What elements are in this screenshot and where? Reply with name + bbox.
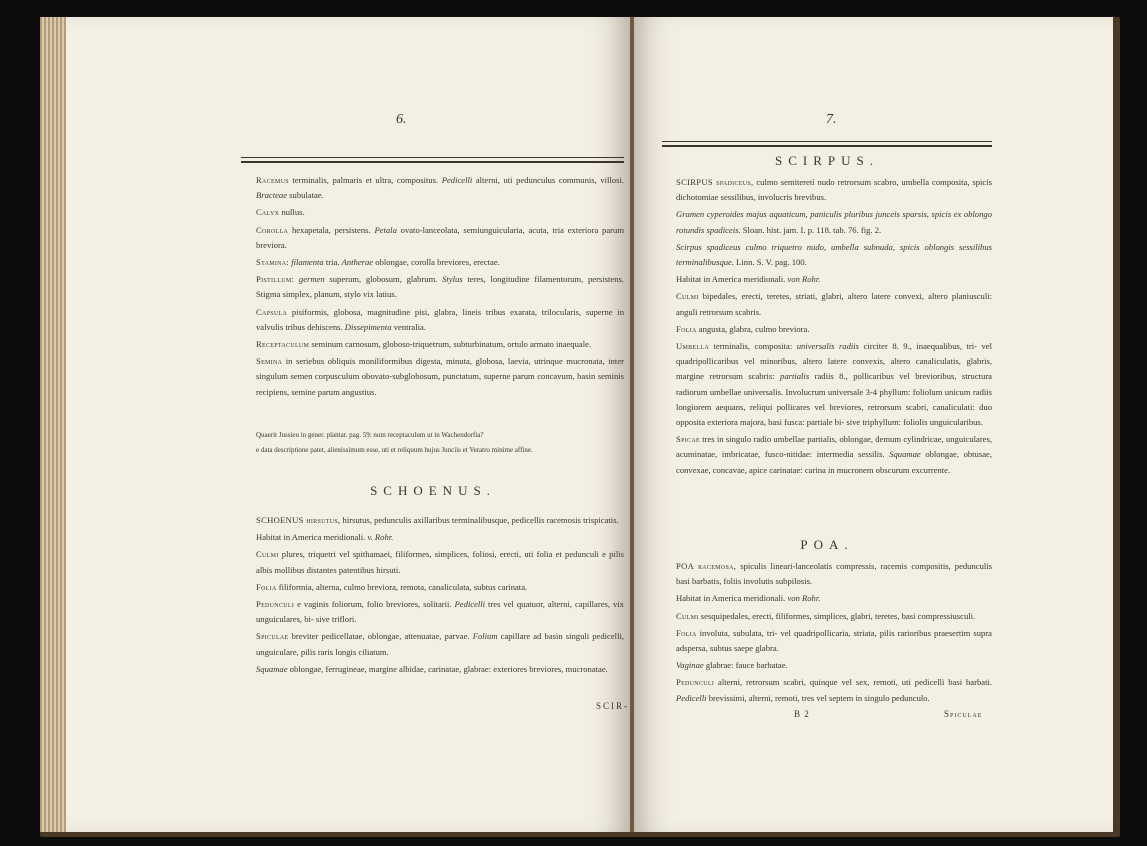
paragraph xyxy=(242,173,624,203)
paragraph-tail2: subulatae. xyxy=(287,190,324,201)
paragraph-em: Gramen cyperoides majus aquaticum, paniculis pluribus junceis sparsis, spicis ex oblongo rotundis spadiceis. xyxy=(676,209,992,235)
paragraph-tail: circiter 8. 9., inaequalibus, tri- vel quadripollicaribus vel minoribus, altero latere convexis, altero canaliculatis, glabris, margine retrorsum scabris: xyxy=(676,341,993,382)
paragraph-rest: alterni, retrorsum scabri, quinque vel sex, remoti, uti pedicelli basi barbati. xyxy=(714,677,992,688)
section-heading-poa: POA. xyxy=(800,537,854,552)
paragraph-rest: angusta, glabra, culmo breviora. xyxy=(696,323,810,334)
footnote-2: e data descriptione patet, alienissimum esse, uti et reliquum hujus Junciis et Veratro minime affine. xyxy=(256,446,533,454)
paragraph-sc: Culmi xyxy=(256,549,279,560)
paragraph-rest: involuta, subulata, tri- vel quadripollicaria, striata, pilis rarioribus praesertim supra adspersa, subtus saepe glabra. xyxy=(676,627,992,654)
paragraph xyxy=(662,339,992,430)
paragraph xyxy=(662,658,992,673)
paragraph xyxy=(242,272,624,302)
paragraph-em: universalis radiis xyxy=(796,341,860,352)
paragraph xyxy=(662,609,992,624)
section-heading-scirpus: SCIRPUS. xyxy=(775,153,879,168)
paragraph-tail: tria. xyxy=(323,257,342,268)
paragraph-em: Pedicelli xyxy=(676,692,707,703)
paragraph-em: Scirpus spadiceus culmo triquetro nudo, umbella subnuda, spicis oblongis sessilibus terminalibusque. xyxy=(676,241,992,268)
paragraph-tail2: oblongae, corolla breviores, erectae. xyxy=(373,257,500,268)
paragraph-sc: Folia xyxy=(676,627,697,638)
paragraph-em: Petala xyxy=(374,224,397,235)
left-text-block-1 xyxy=(242,173,624,402)
paragraph-rest: tres in singulo radio umbellae partialis, oblongae, demum cylindricae, unguiculares, acuminatae, imbricatae, fusco-nitidae: intermedia sessilis. xyxy=(676,434,992,460)
paragraph-em: Dissepimenta xyxy=(344,321,392,332)
paragraph-sc: Pedunculi xyxy=(256,599,295,610)
paragraph-sc: Folia xyxy=(676,323,697,334)
paragraph-sc: Culmi xyxy=(676,291,699,302)
paragraph xyxy=(242,255,624,270)
paragraph-em: von Rohr. xyxy=(787,274,821,285)
paragraph-tail: Linn. S. V. pag. 100. xyxy=(734,257,807,268)
paragraph xyxy=(662,432,992,478)
paragraph-em2: partialis xyxy=(780,371,810,382)
paragraph xyxy=(662,175,992,205)
paragraph-rest: Habitat in America meridionali. xyxy=(676,274,788,285)
header-rule-left xyxy=(241,157,624,163)
paragraph-rest: breviter pedicellatae, oblongae, attenuatae, parvae. xyxy=(288,631,473,642)
paragraph-tail: Sloan. hist. jam. I. p. 118. tab. 76. fig. 2. xyxy=(740,224,882,235)
paragraph-sc: Pedunculi xyxy=(676,677,715,688)
paragraph xyxy=(242,629,624,659)
left-section-heading-wrap xyxy=(242,483,624,500)
paragraph-rest: terminalis, composita: xyxy=(708,341,797,352)
paragraph-sc: SCIRPUS spadiceus, xyxy=(676,177,754,187)
paragraph-rest: spiculis lineari-lanceolatis compressis, racemis compositis, pedunculis basi barbatis, foliis involutis subpilosis. xyxy=(676,561,992,587)
paragraph xyxy=(242,530,624,545)
paragraph-tail: tres vel quatuor, alterni, capillares, vix unguiculares, bi- sive triflori. xyxy=(256,599,624,625)
paragraph xyxy=(662,207,992,237)
paragraph xyxy=(242,597,624,627)
paragraph-sc: Umbella xyxy=(676,341,709,352)
paragraph xyxy=(662,322,992,337)
paragraph xyxy=(662,289,992,319)
paragraph xyxy=(242,580,624,595)
page-number-left: 6. xyxy=(396,112,407,127)
header-rule-right xyxy=(662,141,992,147)
paragraph-rest: filiformia, alterna, culmo breviora, remota, canaliculata, subtus carinata. xyxy=(276,581,528,592)
paragraph-tail: glabrae: fauce barbatae. xyxy=(703,660,788,671)
paragraph-em: von Rohr. xyxy=(787,593,821,604)
paragraph-sc: Calyx xyxy=(256,207,280,218)
paragraph-em: Squamae xyxy=(256,663,288,674)
paragraph xyxy=(242,305,624,335)
paragraph xyxy=(242,205,624,220)
paragraph-tail: oblongae, ferrugineae, margine albidae, carinatae, glabrae: exteriores breviores, mucronatae. xyxy=(287,663,608,674)
paragraph-em: filamenta xyxy=(291,257,324,268)
page-number-right: 7. xyxy=(826,112,837,127)
paragraph-sc: Culmi xyxy=(676,610,699,621)
paragraph xyxy=(662,591,992,606)
paragraph-rest: seminum carnosum, globoso-triquetrum, subturbinatum, ortulo armato inaequale. xyxy=(309,339,592,350)
book-spread xyxy=(40,17,1120,837)
paragraph-tail: oblongae, obtusae, convexae, concavae, apice carinatae: carina in mucronem obscurum excurrente. xyxy=(676,449,992,475)
paragraph-rest: Habitat in America meridionali. xyxy=(676,593,788,604)
paragraph-sc: Folia xyxy=(256,581,277,592)
paragraph xyxy=(662,675,992,705)
right-text-block-2 xyxy=(662,559,992,708)
paragraph-sc: Pistillum: xyxy=(256,274,295,285)
paragraph xyxy=(242,513,624,528)
paragraph-tail: capillare ad basin singuli pedicelli, unguiculare, pilis raris longis ciliatum. xyxy=(256,631,624,657)
paragraph-sc: Spicae xyxy=(676,434,700,445)
paragraph-tail: superum, globosum, glabrum. xyxy=(324,274,443,285)
paragraph-rest: in seriebus obliquis moniliformibus digesta, minuta, globosa, laevia, utrinque mucronata, inter singulum semen corpusculum obovato-subglobosum, punctatum, superne parum concavum, basin seminis recipiens, semine parum angustius. xyxy=(256,356,624,397)
paragraph-tail: alterni, uti pedunculus communis, villosi. xyxy=(472,175,624,185)
paragraph-rest: bipedales, erecti, teretes, striati, glabri, altero latere convexi, altero planiusculi: anguli retrorsum scabris. xyxy=(676,291,992,317)
paragraph-rest: sesquipedales, erecti, filiformes, simplices, glabri, teretes, basi compressiusculi. xyxy=(698,610,976,621)
left-notes xyxy=(242,429,624,459)
paragraph-sc: Corolla xyxy=(256,224,289,235)
paragraph-sc: Semina xyxy=(256,356,283,367)
paragraph-rest: pisiformis, globosa, magnitudine pisi, glabra, lineis tribus exarata, trilocularis, superne in valvulis tribus dehiscens. xyxy=(256,306,624,332)
paragraph-sc: Stamina: xyxy=(256,257,290,268)
right-page xyxy=(634,17,1113,832)
paragraph-sc: Spiculae xyxy=(256,631,289,642)
paragraph-tail: brevissimi, alterni, remoti, tres vel septem in singulo pedunculo. xyxy=(706,692,930,703)
left-text-block-2 xyxy=(242,513,624,679)
paragraph-rest: plures, triquetri vel spithamaei, filiformes, simplices, foliosi, erecti, uti folia et pedunculi e pilis albis mollibus distantes patentibus hirsuti. xyxy=(256,549,624,575)
paragraph-sc: Capsula xyxy=(256,306,288,317)
paragraph-rest: terminalis, palmaris et ultra, compositus. xyxy=(288,175,442,185)
paragraph xyxy=(242,337,624,352)
paragraph-rest: e vaginis foliorum, folio breviores, solitarii. xyxy=(294,599,455,610)
paragraph xyxy=(242,547,624,577)
right-text-block-1 xyxy=(662,175,992,480)
left-page xyxy=(66,17,632,832)
paragraph-em2: Stylus xyxy=(442,274,463,285)
footnote-1: Quaerit Jussieu in gener. plantar. pag. 59: num receptaculum ut in Wachendorfia? xyxy=(256,431,484,439)
paragraph-em: Pedicelli xyxy=(441,175,473,185)
paragraph xyxy=(242,662,624,677)
paragraph xyxy=(662,559,992,589)
paragraph-rest: hirsutus, pedunculis axillaribus terminalibusque, pedicellis racemosis trispicatis. xyxy=(340,515,619,525)
paragraph-em: Squamae xyxy=(889,449,921,460)
paragraph-tail2: radiis 8., pollicaribus vel brevioribus, structura radiorum umbellae universalis. Involucrum universale 3-4 phyllum: foliolum unicum radiis longiorem aequans, reliqui pollicares vel breviores, retrorsum scabri, canaliculati: duo opposita exteriora majora, basi fusca: partiale bi- sive triphyllum: foliolis unguicularibus. xyxy=(676,371,992,428)
paragraph-em: Vaginae xyxy=(676,660,704,671)
right-heading-wrap xyxy=(662,153,992,170)
paragraph-rest: Habitat in America meridionali. xyxy=(256,532,368,543)
paragraph-tail2: teres, longitudine filamentorum, persistens. Stigma simplex, planum, stylo vix latius. xyxy=(256,274,624,300)
section-heading-schoenus: SCHOENUS. xyxy=(370,483,496,498)
right-heading2-wrap xyxy=(662,537,992,554)
paragraph-sc: Racemus xyxy=(256,175,289,185)
signature-mark: B 2 xyxy=(794,709,810,719)
paragraph xyxy=(662,240,992,270)
paragraph-em2: Antherae xyxy=(341,257,374,268)
paragraph xyxy=(662,626,992,656)
paragraph-em2: Bracteae xyxy=(256,190,288,201)
paragraph-em: Folium xyxy=(472,631,498,642)
paragraph-em: v. Rohr. xyxy=(367,532,394,543)
paragraph-sc: Receptaculum xyxy=(256,339,310,350)
paragraph-em: germen xyxy=(298,274,325,285)
page-edges xyxy=(40,17,66,832)
paragraph-rest: hexapetala, persistens. xyxy=(288,224,375,235)
paragraph xyxy=(662,272,992,287)
paragraph-rest: nullus. xyxy=(279,207,305,218)
paragraph-tail: ventralia. xyxy=(391,321,426,332)
paragraph xyxy=(242,354,624,400)
paragraph-sc: SCHOENUS hirsutus, xyxy=(256,515,341,525)
paragraph xyxy=(242,223,624,253)
catchword-left: SCIR- xyxy=(596,701,630,711)
paragraph-em: Pedicelli xyxy=(454,599,486,610)
paragraph-tail: ovato-lanceolata, semiunguicularia, acuta, tria exteriora parum breviora. xyxy=(256,224,625,250)
paragraph-sc: POA racemosa, xyxy=(676,561,737,571)
catchword-right: Spiculae xyxy=(944,709,983,719)
paragraph-rest: culmo semiteretí nudo retrorsum scabro, umbella composita, spicis dichotomiae sessilibus, involucris brevibus. xyxy=(676,177,992,203)
